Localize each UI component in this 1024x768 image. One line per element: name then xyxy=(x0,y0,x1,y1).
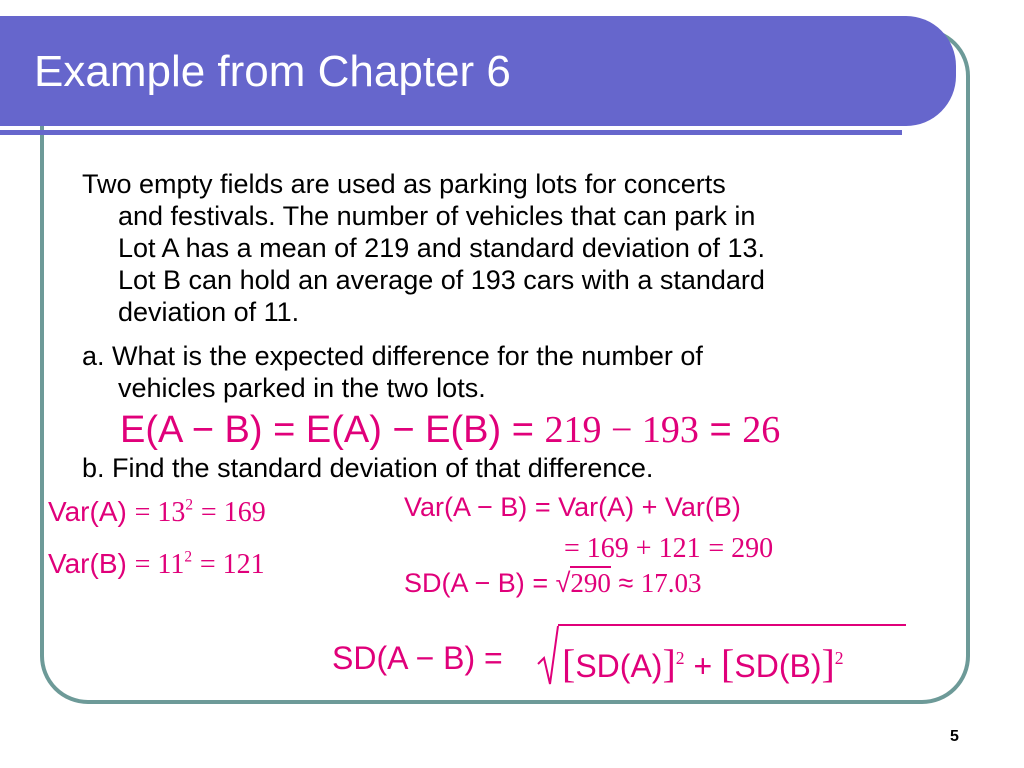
var-a-base: 13 xyxy=(157,497,186,528)
var-b-formula: $Var(B) = 11^2 = 121$ xyxy=(48,548,265,580)
var-diff-lhs: Var(A − B) xyxy=(404,492,528,522)
var-b-base: 11 xyxy=(157,549,185,580)
intro-line-1: Two empty fields are used as parking lots for concerts xyxy=(82,169,726,199)
var-a-exp: 2 xyxy=(185,496,194,514)
title-underline xyxy=(0,130,902,135)
question-b xyxy=(82,452,653,484)
var-a-lhs: Var(A) xyxy=(48,496,127,527)
var-b-result: 121 xyxy=(222,549,265,580)
sqrt-icon: √ xyxy=(555,568,571,598)
question-b-text: b. Find the standard deviation of that difference. xyxy=(82,453,654,483)
var-b-lhs: Var(B) xyxy=(48,548,127,579)
question-a-line-1: a. What is the expected difference for the number of xyxy=(82,341,703,371)
sd-general-term1: SD(A) xyxy=(575,648,663,684)
sqrt-vinculum xyxy=(558,624,906,626)
intro-line-3: Lot A has a mean of 219 and standard deviation of 13. xyxy=(118,233,765,263)
sd-general-exp2: 2 xyxy=(834,647,844,668)
sd-general-exp1: 2 xyxy=(675,647,685,668)
sd-diff-approx: 17.03 xyxy=(640,568,702,598)
intro-line-4: Lot B can hold an average of 193 cars with a standard xyxy=(118,265,765,295)
var-sum-result: 290 xyxy=(731,533,774,564)
var-b-exp: 2 xyxy=(184,548,193,566)
var-sum-calc: 169 + 121 xyxy=(586,533,701,564)
sd-general-lhs: SD(A − B) xyxy=(332,640,476,676)
var-diff-rhs: Var(A) + Var(B) xyxy=(558,492,741,522)
expected-result: 26 xyxy=(742,409,781,451)
expected-value-formula: E(A − B) = E(A) − E(B) = 219 − 193 = 26 xyxy=(120,409,781,451)
sd-general-radicand: $[SD(A)]^2 + [SD(B)]^2$ xyxy=(562,641,844,686)
big-sqrt-icon xyxy=(536,622,560,690)
var-sum-formula: = 169 + 121 = 290 xyxy=(564,533,774,564)
question-a-line-2: vehicles parked in the two lots. xyxy=(118,373,486,403)
question-a xyxy=(82,340,703,404)
expected-calc: 219 − 193 xyxy=(544,409,699,451)
intro-paragraph xyxy=(82,168,765,328)
expected-mid: E(A) − E(B) xyxy=(305,409,502,451)
var-a-result: 169 xyxy=(223,497,266,528)
intro-line-2: and festivals. The number of vehicles that can park in xyxy=(118,201,756,231)
var-diff-formula: Var(A − B) = Var(A) + Var(B) xyxy=(404,492,741,522)
sd-general-formula: SD(A − B) = xyxy=(332,640,503,676)
var-a-formula: $Var(A) = 13^2 = 169$ xyxy=(48,496,266,528)
sd-diff-lhs: SD(A − B) xyxy=(404,568,525,598)
slide-title: Example from Chapter 6 xyxy=(34,47,511,96)
sd-diff-radicand: 290 xyxy=(570,568,611,598)
intro-line-5: deviation of 11. xyxy=(118,297,300,327)
expected-lhs: E(A − B) xyxy=(120,409,263,451)
sd-general-term2: SD(B) xyxy=(734,648,822,684)
page-number: 5 xyxy=(950,728,959,745)
sd-diff-formula: SD(A − B) = √290 ≈ 17.03 xyxy=(404,568,702,598)
